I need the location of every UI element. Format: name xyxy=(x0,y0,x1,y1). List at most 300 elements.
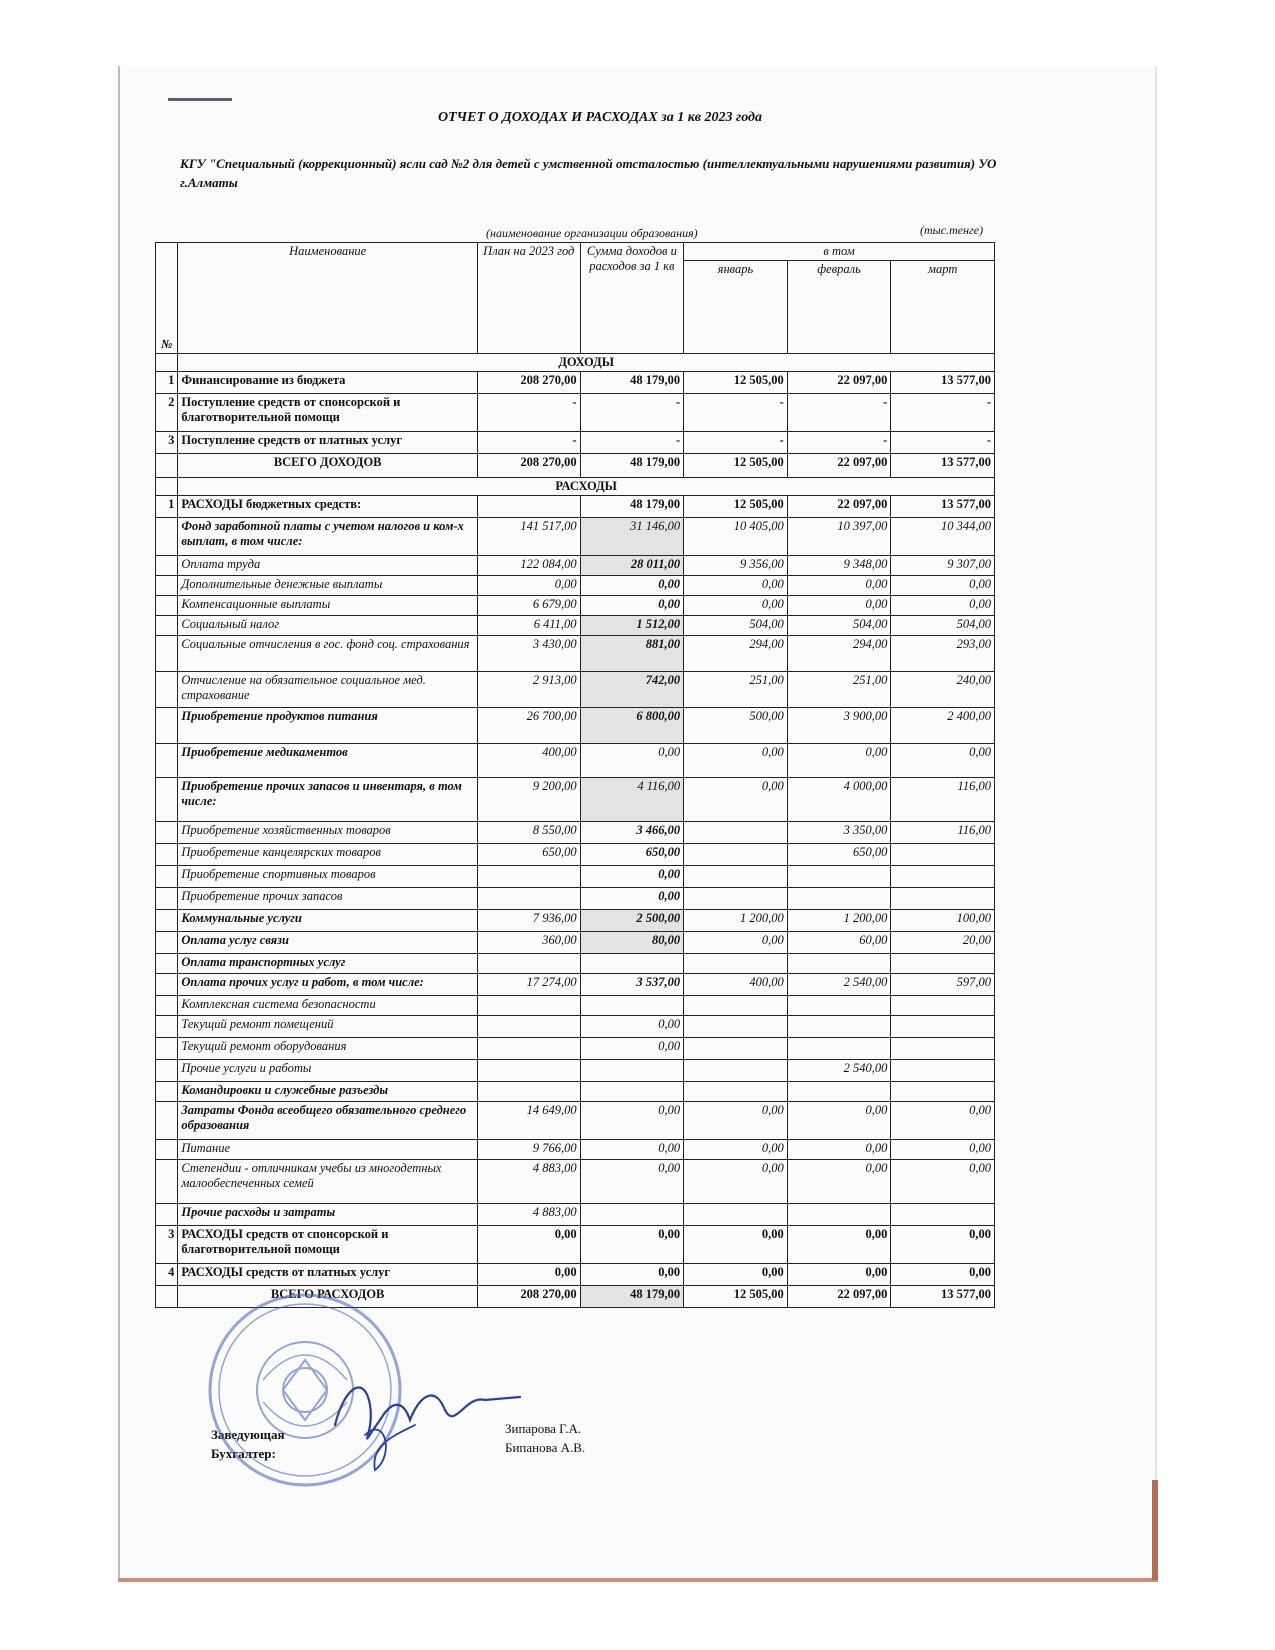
feb-value: 2 540,00 xyxy=(787,974,891,996)
plan-value: 7 936,00 xyxy=(477,910,580,932)
feb-value: 650,00 xyxy=(787,844,891,866)
organization-caption: (наименование организации образования) xyxy=(486,226,698,240)
row-name: Оплата прочих услуг и работ, в том числе: xyxy=(178,974,478,996)
row-number xyxy=(156,556,178,576)
row-number xyxy=(156,954,178,974)
expense-row xyxy=(156,1060,995,1082)
quarter-sum-value: 0,00 xyxy=(580,1016,684,1038)
quarter-sum-value: 0,00 xyxy=(580,1038,684,1060)
row-name: Питание xyxy=(178,1140,478,1160)
row-number xyxy=(156,744,178,778)
row-number xyxy=(156,1286,178,1308)
row-name: Приобретение прочих запасов и инвентаря, в том числе: xyxy=(178,778,478,822)
expense-row xyxy=(156,518,995,556)
plan-value xyxy=(477,496,580,518)
row-name: Приобретение спортивных товаров xyxy=(178,866,478,888)
quarter-sum-value xyxy=(580,1060,684,1082)
plan-value: 6 679,00 xyxy=(477,596,580,616)
jan-value: 0,00 xyxy=(684,1140,788,1160)
feb-value: 4 000,00 xyxy=(787,778,891,822)
feb-value: 22 097,00 xyxy=(787,1286,891,1308)
row-number xyxy=(156,454,178,478)
row-number xyxy=(156,708,178,744)
row-name: Текущий ремонт помещений xyxy=(178,1016,478,1038)
mar-value: 116,00 xyxy=(891,778,995,822)
jan-value: 12 505,00 xyxy=(684,454,788,478)
expense-row xyxy=(156,974,995,996)
expense-row xyxy=(156,672,995,708)
handwritten-signature xyxy=(325,1365,525,1475)
feb-value: 1 200,00 xyxy=(787,910,891,932)
header-in-that: в том xyxy=(684,243,995,261)
feb-value: 22 097,00 xyxy=(787,372,891,394)
row-name: Коммунальные услуги xyxy=(178,910,478,932)
quarter-sum-value: 0,00 xyxy=(580,1102,684,1140)
jan-value: 400,00 xyxy=(684,974,788,996)
plan-value: 650,00 xyxy=(477,844,580,866)
expense-row xyxy=(156,636,995,672)
row-name: Поступление средств от спонсорской и благотворительной помощи xyxy=(178,394,478,432)
plan-value: - xyxy=(477,394,580,432)
jan-value xyxy=(684,1082,788,1102)
plan-value: 0,00 xyxy=(477,1226,580,1264)
jan-value xyxy=(684,1038,788,1060)
mar-value: 597,00 xyxy=(891,974,995,996)
quarter-sum-value: 881,00 xyxy=(580,636,684,672)
mar-value: 20,00 xyxy=(891,932,995,954)
jan-value: 294,00 xyxy=(684,636,788,672)
row-number xyxy=(156,672,178,708)
row-number: 2 xyxy=(156,394,178,432)
expense-row xyxy=(156,576,995,596)
plan-value: 6 411,00 xyxy=(477,616,580,636)
expense-row xyxy=(156,910,995,932)
plan-value: 400,00 xyxy=(477,744,580,778)
expense-row xyxy=(156,708,995,744)
mar-value: 0,00 xyxy=(891,596,995,616)
row-number xyxy=(156,1038,178,1060)
plan-value: 0,00 xyxy=(477,1264,580,1286)
jan-value xyxy=(684,1060,788,1082)
mar-value: - xyxy=(891,432,995,454)
row-number xyxy=(156,596,178,616)
row-name: Социальный налог xyxy=(178,616,478,636)
quarter-sum-value: 1 512,00 xyxy=(580,616,684,636)
income-total-row xyxy=(156,454,995,478)
row-number xyxy=(156,1016,178,1038)
row-name: Компенсационные выплаты xyxy=(178,596,478,616)
row-number xyxy=(156,518,178,556)
expense-row xyxy=(156,1160,995,1204)
plan-value xyxy=(477,1038,580,1060)
mar-value: 100,00 xyxy=(891,910,995,932)
mar-value: 0,00 xyxy=(891,1264,995,1286)
row-number: 4 xyxy=(156,1264,178,1286)
header-jan: январь xyxy=(684,261,788,354)
mar-value xyxy=(891,1082,995,1102)
row-name: Приобретение хозяйственных товаров xyxy=(178,822,478,844)
row-name: Финансирование из бюджета xyxy=(178,372,478,394)
row-number: 3 xyxy=(156,432,178,454)
row-number xyxy=(156,1140,178,1160)
plan-value: 141 517,00 xyxy=(477,518,580,556)
mar-value: 240,00 xyxy=(891,672,995,708)
row-number xyxy=(156,778,178,822)
feb-value: 0,00 xyxy=(787,1102,891,1140)
plan-value: 26 700,00 xyxy=(477,708,580,744)
feb-value: 504,00 xyxy=(787,616,891,636)
mar-value: 0,00 xyxy=(891,1140,995,1160)
paper-edge xyxy=(118,1578,1158,1582)
expense-row xyxy=(156,996,995,1016)
quarter-sum-value: 0,00 xyxy=(580,1264,684,1286)
expense-row xyxy=(156,616,995,636)
feb-value: 0,00 xyxy=(787,1160,891,1204)
jan-value: - xyxy=(684,394,788,432)
header-num: № xyxy=(156,243,178,354)
feb-value: 294,00 xyxy=(787,636,891,672)
plan-value xyxy=(477,866,580,888)
mar-value: 10 344,00 xyxy=(891,518,995,556)
signature-role: Бухгалтер: xyxy=(211,1446,276,1461)
row-name: РАСХОДЫ средств от платных услуг xyxy=(178,1264,478,1286)
quarter-sum-value: 3 466,00 xyxy=(580,822,684,844)
plan-value: 9 766,00 xyxy=(477,1140,580,1160)
row-name: Оплата транспортных услуг xyxy=(178,954,478,974)
expense-row xyxy=(156,596,995,616)
feb-value xyxy=(787,1082,891,1102)
feb-value xyxy=(787,866,891,888)
quarter-sum-value: 48 179,00 xyxy=(580,1286,684,1308)
row-number xyxy=(156,636,178,672)
quarter-sum-value: 6 800,00 xyxy=(580,708,684,744)
row-number xyxy=(156,910,178,932)
expense-row xyxy=(156,1204,995,1226)
row-name: Комплексная система безопасности xyxy=(178,996,478,1016)
plan-value: 4 883,00 xyxy=(477,1160,580,1204)
expense-row xyxy=(156,866,995,888)
jan-value: 12 505,00 xyxy=(684,372,788,394)
jan-value xyxy=(684,954,788,974)
plan-value: 4 883,00 xyxy=(477,1204,580,1226)
plan-value xyxy=(477,954,580,974)
header-plan: План на 2023 год xyxy=(477,243,580,354)
row-name: Командировки и служебные разъезды xyxy=(178,1082,478,1102)
row-number xyxy=(156,1160,178,1204)
feb-value: 0,00 xyxy=(787,1226,891,1264)
quarter-sum-value: 0,00 xyxy=(580,596,684,616)
feb-value: 3 900,00 xyxy=(787,708,891,744)
row-name: Отчисление на обязательное социальное мед. страхование xyxy=(178,672,478,708)
mar-value: 2 400,00 xyxy=(891,708,995,744)
plan-value: 8 550,00 xyxy=(477,822,580,844)
jan-value: 0,00 xyxy=(684,596,788,616)
plan-value: 208 270,00 xyxy=(477,454,580,478)
quarter-sum-value: 31 146,00 xyxy=(580,518,684,556)
quarter-sum-value: 2 500,00 xyxy=(580,910,684,932)
feb-value: - xyxy=(787,394,891,432)
section-spacer xyxy=(156,478,178,496)
quarter-sum-value: 0,00 xyxy=(580,1140,684,1160)
quarter-sum-value: 0,00 xyxy=(580,1160,684,1204)
quarter-sum-value: 0,00 xyxy=(580,888,684,910)
quarter-sum-value xyxy=(580,1082,684,1102)
plan-value xyxy=(477,1016,580,1038)
row-name: Поступление средств от платных услуг xyxy=(178,432,478,454)
row-number xyxy=(156,1060,178,1082)
plan-value xyxy=(477,888,580,910)
plan-value xyxy=(477,1082,580,1102)
row-name: Затраты Фонда всеобщего обязательного среднего образования xyxy=(178,1102,478,1140)
jan-value: - xyxy=(684,432,788,454)
jan-value xyxy=(684,996,788,1016)
mar-value xyxy=(891,844,995,866)
mar-value: 293,00 xyxy=(891,636,995,672)
row-number xyxy=(156,822,178,844)
row-number xyxy=(156,866,178,888)
row-name: Приобретение канцелярских товаров xyxy=(178,844,478,866)
header-name: Наименование xyxy=(178,243,478,354)
jan-value xyxy=(684,888,788,910)
header-mark xyxy=(168,98,232,101)
jan-value: 500,00 xyxy=(684,708,788,744)
quarter-sum-value xyxy=(580,954,684,974)
feb-value: 2 540,00 xyxy=(787,1060,891,1082)
row-number xyxy=(156,1082,178,1102)
feb-value: 22 097,00 xyxy=(787,496,891,518)
mar-value xyxy=(891,996,995,1016)
feb-value xyxy=(787,1204,891,1226)
jan-value xyxy=(684,822,788,844)
mar-value: 0,00 xyxy=(891,1226,995,1264)
plan-value xyxy=(477,996,580,1016)
header-mar: март xyxy=(891,261,995,354)
mar-value: 13 577,00 xyxy=(891,496,995,518)
report-title: ОТЧЕТ О ДОХОДАХ И РАСХОДАХ за 1 кв 2023 года xyxy=(438,110,762,125)
row-number xyxy=(156,1102,178,1140)
row-name: Прочие расходы и затраты xyxy=(178,1204,478,1226)
plan-value: 3 430,00 xyxy=(477,636,580,672)
jan-value: 0,00 xyxy=(684,1160,788,1204)
expense-row xyxy=(156,822,995,844)
mar-value: 504,00 xyxy=(891,616,995,636)
plan-value xyxy=(477,1060,580,1082)
paper-edge-right xyxy=(1152,1480,1158,1580)
jan-value xyxy=(684,866,788,888)
mar-value: 9 307,00 xyxy=(891,556,995,576)
mar-value: 13 577,00 xyxy=(891,372,995,394)
expense-row xyxy=(156,954,995,974)
expense-row xyxy=(156,556,995,576)
quarter-sum-value: 650,00 xyxy=(580,844,684,866)
mar-value: 0,00 xyxy=(891,1102,995,1140)
mar-value xyxy=(891,1204,995,1226)
quarter-sum-value xyxy=(580,1204,684,1226)
quarter-sum-value: 0,00 xyxy=(580,744,684,778)
expense-section-title: РАСХОДЫ xyxy=(178,478,995,496)
mar-value xyxy=(891,866,995,888)
plan-value: 2 913,00 xyxy=(477,672,580,708)
row-number xyxy=(156,888,178,910)
income-section-title: ДОХОДЫ xyxy=(178,354,995,372)
expense-row xyxy=(156,888,995,910)
jan-value: 0,00 xyxy=(684,576,788,596)
feb-value: - xyxy=(787,432,891,454)
jan-value xyxy=(684,1016,788,1038)
feb-value xyxy=(787,888,891,910)
feb-value: 251,00 xyxy=(787,672,891,708)
feb-value: 0,00 xyxy=(787,1140,891,1160)
quarter-sum-value: - xyxy=(580,394,684,432)
mar-value: 0,00 xyxy=(891,744,995,778)
row-name: Фонд заработной платы с учетом налогов и ком-х выплат, в том числе: xyxy=(178,518,478,556)
row-name: РАСХОДЫ бюджетных средств: xyxy=(178,496,478,518)
feb-value: 0,00 xyxy=(787,576,891,596)
jan-value xyxy=(684,844,788,866)
quarter-sum-value: 80,00 xyxy=(580,932,684,954)
income-row xyxy=(156,394,995,432)
plan-value: 122 084,00 xyxy=(477,556,580,576)
quarter-sum-value: 48 179,00 xyxy=(580,372,684,394)
quarter-sum-value: 0,00 xyxy=(580,866,684,888)
expense-row xyxy=(156,1016,995,1038)
quarter-sum-value xyxy=(580,996,684,1016)
plan-value: 17 274,00 xyxy=(477,974,580,996)
feb-value xyxy=(787,954,891,974)
row-name: Приобретение прочих запасов xyxy=(178,888,478,910)
mar-value xyxy=(891,1060,995,1082)
expense-row xyxy=(156,778,995,822)
jan-value: 12 505,00 xyxy=(684,1286,788,1308)
income-row xyxy=(156,432,995,454)
row-name: Приобретение медикаментов xyxy=(178,744,478,778)
row-name: Прочие услуги и работы xyxy=(178,1060,478,1082)
row-name: Оплата услуг связи xyxy=(178,932,478,954)
row-name: ВСЕГО РАСХОДОВ xyxy=(178,1286,478,1308)
row-name: Текущий ремонт оборудования xyxy=(178,1038,478,1060)
plan-value: 14 649,00 xyxy=(477,1102,580,1140)
row-name: Социальные отчисления в гос. фонд соц. страхования xyxy=(178,636,478,672)
jan-value xyxy=(684,1204,788,1226)
row-name: РАСХОДЫ средств от спонсорской и благотворительной помощи xyxy=(178,1226,478,1264)
row-number: 1 xyxy=(156,496,178,518)
expense-row xyxy=(156,1038,995,1060)
jan-value: 0,00 xyxy=(684,778,788,822)
expense-row xyxy=(156,1140,995,1160)
expense-section-row xyxy=(156,478,995,496)
expense-row xyxy=(156,1082,995,1102)
expense-row xyxy=(156,1102,995,1140)
jan-value: 12 505,00 xyxy=(684,496,788,518)
mar-value: 0,00 xyxy=(891,576,995,596)
row-number xyxy=(156,932,178,954)
expense-row xyxy=(156,496,995,518)
signature-name: Зипарова Г.А. xyxy=(505,1421,582,1436)
feb-value: 22 097,00 xyxy=(787,454,891,478)
mar-value: - xyxy=(891,394,995,432)
feb-value: 9 348,00 xyxy=(787,556,891,576)
signature-name: Бипанова А.В. xyxy=(505,1440,586,1455)
quarter-sum-value: 0,00 xyxy=(580,576,684,596)
row-number xyxy=(156,576,178,596)
jan-value: 0,00 xyxy=(684,744,788,778)
mar-value xyxy=(891,888,995,910)
row-number xyxy=(156,616,178,636)
income-row xyxy=(156,372,995,394)
income-section-row xyxy=(156,354,995,372)
mar-value xyxy=(891,1038,995,1060)
row-name: Оплата труда xyxy=(178,556,478,576)
mar-value: 13 577,00 xyxy=(891,454,995,478)
row-number: 1 xyxy=(156,372,178,394)
feb-value: 60,00 xyxy=(787,932,891,954)
mar-value: 0,00 xyxy=(891,1160,995,1204)
plan-value: 208 270,00 xyxy=(477,372,580,394)
mar-value: 13 577,00 xyxy=(891,1286,995,1308)
expense-row xyxy=(156,1226,995,1264)
feb-value: 0,00 xyxy=(787,744,891,778)
feb-value: 3 350,00 xyxy=(787,822,891,844)
plan-value: 9 200,00 xyxy=(477,778,580,822)
plan-value: 208 270,00 xyxy=(477,1286,580,1308)
feb-value: 10 397,00 xyxy=(787,518,891,556)
jan-value: 0,00 xyxy=(684,1226,788,1264)
plan-value: 0,00 xyxy=(477,576,580,596)
jan-value: 1 200,00 xyxy=(684,910,788,932)
quarter-sum-value: 48 179,00 xyxy=(580,454,684,478)
row-number xyxy=(156,996,178,1016)
expense-row xyxy=(156,744,995,778)
quarter-sum-value: 742,00 xyxy=(580,672,684,708)
expense-row xyxy=(156,932,995,954)
units-label: (тыс.тенге) xyxy=(920,223,984,237)
row-number xyxy=(156,1204,178,1226)
plan-value: - xyxy=(477,432,580,454)
feb-value: 0,00 xyxy=(787,596,891,616)
row-number: 3 xyxy=(156,1226,178,1264)
row-name: Степендии - отличникам учебы из многодетных малообеспеченных семей xyxy=(178,1160,478,1204)
jan-value: 251,00 xyxy=(684,672,788,708)
row-number xyxy=(156,844,178,866)
expense-row xyxy=(156,1264,995,1286)
quarter-sum-value: 4 116,00 xyxy=(580,778,684,822)
jan-value: 0,00 xyxy=(684,1102,788,1140)
organization-name: КГУ "Специальный (коррекционный) ясли сад №2 для детей с умственной отсталостью (интеллектуальными нарушениями развития) УО г.Алматы xyxy=(180,156,997,190)
signature-role: Заведующая xyxy=(211,1427,285,1442)
mar-value: 116,00 xyxy=(891,822,995,844)
mar-value xyxy=(891,954,995,974)
feb-value: 0,00 xyxy=(787,1264,891,1286)
jan-value: 9 356,00 xyxy=(684,556,788,576)
jan-value: 0,00 xyxy=(684,1264,788,1286)
jan-value: 10 405,00 xyxy=(684,518,788,556)
jan-value: 504,00 xyxy=(684,616,788,636)
quarter-sum-value: 28 011,00 xyxy=(580,556,684,576)
jan-value: 0,00 xyxy=(684,932,788,954)
income-expense-table xyxy=(155,242,995,1308)
expense-row xyxy=(156,844,995,866)
header-sum: Сумма доходов и расходов за 1 кв xyxy=(580,243,684,354)
row-name: ВСЕГО ДОХОДОВ xyxy=(178,454,478,478)
row-name: Дополнительные денежные выплаты xyxy=(178,576,478,596)
row-number xyxy=(156,974,178,996)
feb-value xyxy=(787,1038,891,1060)
mar-value xyxy=(891,1016,995,1038)
quarter-sum-value: 48 179,00 xyxy=(580,496,684,518)
quarter-sum-value: 3 537,00 xyxy=(580,974,684,996)
feb-value xyxy=(787,1016,891,1038)
plan-value: 360,00 xyxy=(477,932,580,954)
